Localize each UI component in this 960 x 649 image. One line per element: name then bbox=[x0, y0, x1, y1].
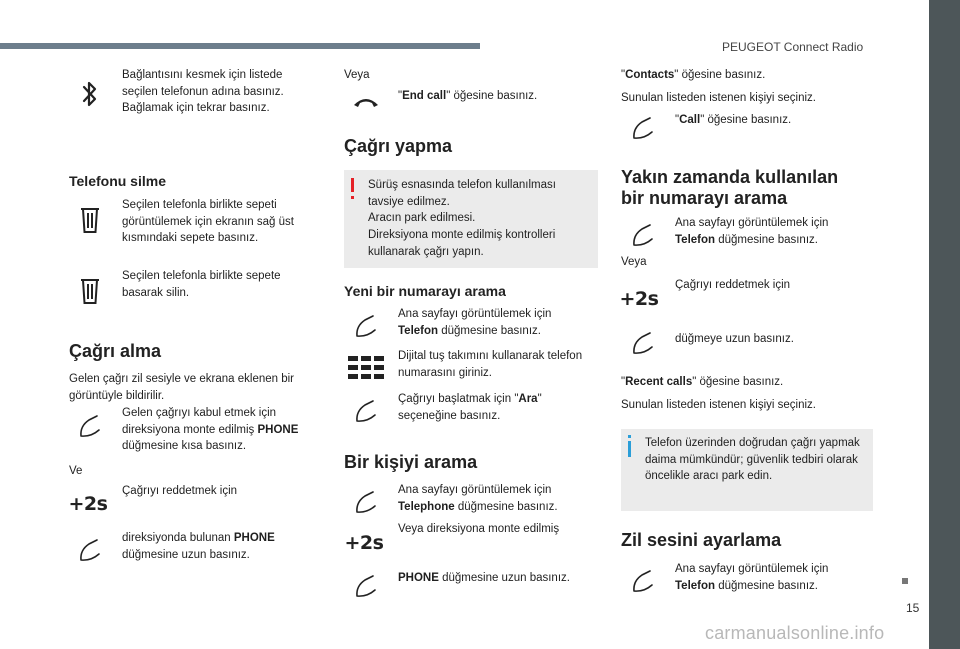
trash-icon bbox=[70, 273, 110, 309]
end-call-instructions: "End call" öğesine basınız. bbox=[398, 90, 538, 102]
watermark: carmanualsonline.info bbox=[705, 623, 885, 643]
phone-handset-icon bbox=[623, 110, 663, 146]
bluetooth-icon bbox=[70, 76, 110, 112]
phone-handset-icon bbox=[623, 325, 663, 361]
info-icon bbox=[628, 441, 631, 457]
phone-handset-icon bbox=[346, 484, 386, 520]
contact-step-3: PHONE düğmesine uzun basınız. bbox=[398, 572, 570, 584]
reject-call-instructions: Çağrıyı reddetmek için bbox=[122, 485, 238, 497]
or-label: Veya bbox=[621, 256, 647, 268]
recent-calls-instruction: "Recent calls" öğesine basınız. bbox=[621, 376, 784, 388]
contact-step-2: Veya direksiyona monte edilmiş bbox=[398, 523, 560, 535]
info-text: Telefon üzerinden doğrudan çağrı yapmak daima mümkündür; güvenlik tedbiri olarak öncelikle aracı park edin. bbox=[645, 437, 860, 483]
phone-handset-icon bbox=[70, 408, 110, 444]
contacts-instruction: "Contacts" öğesine basınız. bbox=[621, 69, 766, 81]
header-title: PEUGEOT Connect Radio bbox=[722, 40, 864, 54]
section-title-delete-phone: Telefonu silme bbox=[69, 173, 166, 189]
end-call-icon bbox=[346, 84, 386, 120]
two-second-press-icon: +2s bbox=[619, 288, 659, 311]
phone-handset-icon bbox=[346, 393, 386, 429]
section-title-ringtone: Zil sesini ayarlama bbox=[621, 530, 782, 550]
delete-instructions-1: Seçilen telefonla birlikte sepeti görüntülemek için ekranın sağ üst kısmındaki sepete basınız. bbox=[122, 199, 294, 245]
new-number-step-1: Ana sayfayı görüntülemek için Telefon düğmesine basınız. bbox=[398, 308, 552, 337]
phone-handset-icon bbox=[623, 563, 663, 599]
select-contact-text: Sunulan listeden istenen kişiyi seçiniz. bbox=[621, 399, 816, 411]
phone-handset-icon bbox=[346, 308, 386, 344]
info-box bbox=[621, 429, 873, 511]
select-contact-text: Sunulan listeden istenen kişiyi seçiniz. bbox=[621, 92, 816, 104]
keypad-icon bbox=[346, 350, 386, 386]
section-title-receive-call: Çağrı alma bbox=[69, 341, 162, 361]
section-title-new-number: Yeni bir numarayı arama bbox=[344, 283, 506, 299]
warning-icon bbox=[351, 178, 354, 192]
phone-handset-icon bbox=[346, 568, 386, 604]
new-number-step-2: Dijital tuş takımını kullanarak telefon numarasını giriniz. bbox=[398, 350, 583, 379]
page-number: 15 bbox=[906, 601, 920, 615]
hold-phone-instructions: direksiyonda bulunan PHONE düğmesine uzun basınız. bbox=[122, 532, 275, 561]
phone-handset-icon bbox=[623, 217, 663, 253]
recent-step-1: Ana sayfayı görüntülemek için Telefon düğmesine basınız. bbox=[675, 217, 829, 246]
info-icon-dot bbox=[628, 435, 631, 438]
trash-icon bbox=[70, 202, 110, 238]
warning-box bbox=[344, 170, 598, 268]
accept-call-instructions: Gelen çağrıyı kabul etmek için direksiyona monte edilmiş PHONE düğmesine kısa basınız. bbox=[122, 407, 299, 453]
side-tab bbox=[929, 0, 960, 649]
page-marker bbox=[902, 578, 908, 584]
ringtone-step-1: Ana sayfayı görüntülemek için Telefon düğmesine basınız. bbox=[675, 563, 829, 592]
contact-step-1: Ana sayfayı görüntülemek için Telephone düğmesine basınız. bbox=[398, 484, 558, 513]
two-second-press-icon: +2s bbox=[344, 532, 384, 555]
bluetooth-instructions: Bağlantısını kesmek için listede seçilen telefonun adına basınız. Bağlamak için tekrar basınız. bbox=[122, 69, 284, 115]
delete-instructions-2: Seçilen telefonla birlikte sepete basarak silin. bbox=[122, 270, 281, 299]
or-label: Ve bbox=[69, 465, 83, 477]
recent-step-3: düğmeye uzun basınız. bbox=[675, 333, 794, 345]
new-number-step-3: Çağrıyı başlatmak için "Ara" seçeneğine basınız. bbox=[398, 393, 542, 422]
or-label: Veya bbox=[344, 69, 370, 81]
section-title-make-call: Çağrı yapma bbox=[344, 136, 453, 156]
call-instruction: "Call" öğesine basınız. bbox=[675, 114, 792, 126]
recent-step-2: Çağrıyı reddetmek için bbox=[675, 279, 791, 291]
section-title-call-contact: Bir kişiyi arama bbox=[344, 452, 478, 472]
receive-intro: Gelen çağrı zil sesiyle ve ekrana eklenen bir görüntüyle bildirilir. bbox=[69, 373, 295, 402]
warning-text: Sürüş esnasında telefon kullanılması tavsiye edilmez. Aracın park edilmesi. Direksiyona monte edilmiş kontrolleri kullanarak çağrı yapın. bbox=[368, 179, 556, 258]
warning-icon-dot bbox=[351, 196, 354, 199]
section-title-recent-number: Yakın zamanda kullanılan bir numarayı arama bbox=[621, 167, 839, 208]
header-bar bbox=[0, 43, 480, 49]
phone-handset-icon bbox=[70, 532, 110, 568]
two-second-press-icon: +2s bbox=[68, 493, 108, 516]
